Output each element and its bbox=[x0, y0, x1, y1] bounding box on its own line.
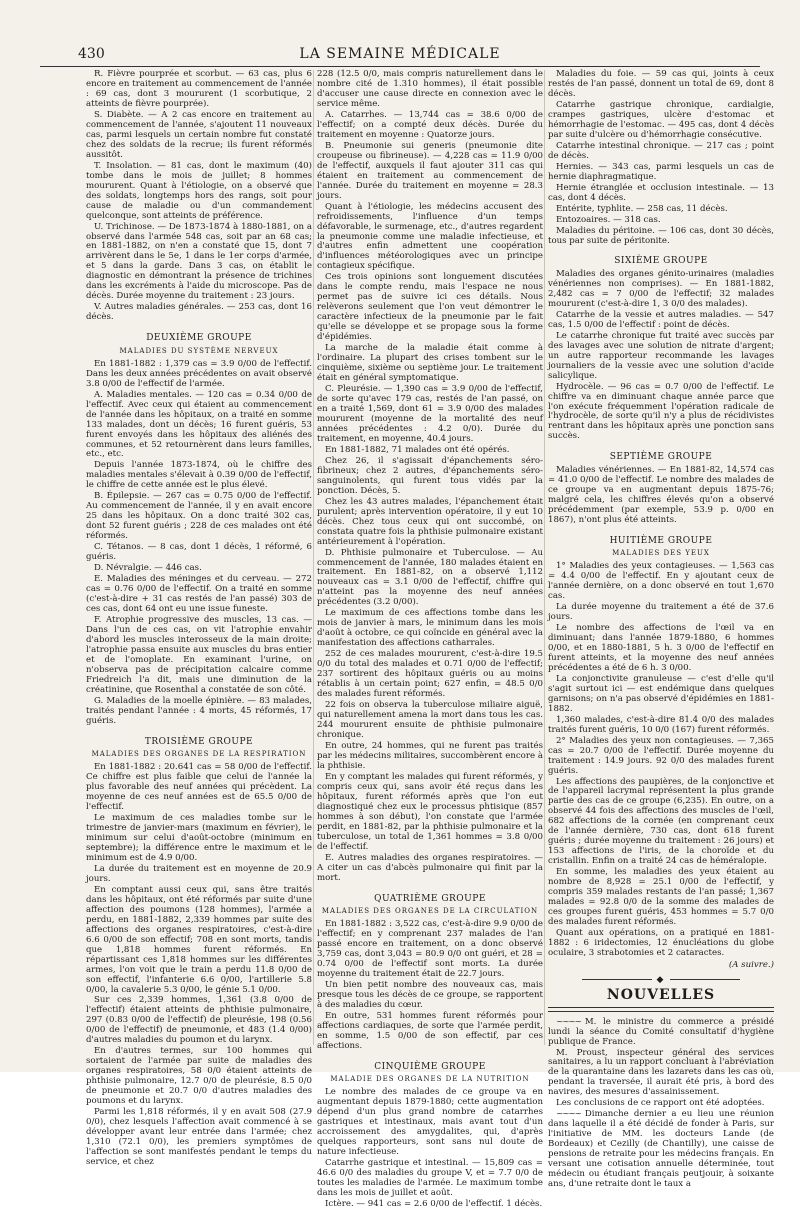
section-subheading: MALADIES DES YEUX bbox=[612, 549, 710, 558]
paragraph: En 1881-1882 : 20.641 cas = 58 0/00 de l'effectif. Ce chiffre est plus faible que celui de l'année la plus favorable des neuf années qui précèdent. La moyenne de ces neuf années est de 65.5 0/00 de l'effectif. bbox=[86, 762, 312, 813]
column-2 bbox=[317, 69, 543, 1209]
paragraph: Maladies du péritoine. — 106 cas, dont 30 décès, tous par suite de péritonite. bbox=[548, 225, 774, 246]
section-subheading: MALADIES DU SYSTÈME NERVEUX bbox=[119, 346, 279, 355]
paragraph: En d'autres termes, sur 100 hommes qui sortaient de l'armée par suite de maladies des organes respiratoires, 58 0/0 étaient atteints de phthisie pulmonaire, 12.7 0/0 de pleurésie, 8.5 0/0 de pneumonie et 20.7 0/0 d'autres maladies des poumons et du larynx. bbox=[86, 1046, 312, 1107]
news-paragraph: M. Proust, inspecteur général des services sanitaires, a lu un rapport concluant à l'abréviation de la quarantaine dans les lazarets dans les cas où, pendant la traversée, il aurait été pris, à bord des navires, des mesures d'assainissement. bbox=[548, 1047, 774, 1098]
news-text: Dimanche dernier a eu lieu une réunion dans laquelle il a été décidé de fonder à Paris, sur l'initiative de MM. les docteurs Lande (de Bordeaux) et Cezilly (de Chantilly), une caisse de pensions de retraite pour les médecins français. En versant une cotisation annuelle déterminée, tout médecin ou étudiant français peutjouir, à soixante ans, d'une retraite dont le taux a bbox=[548, 1109, 774, 1190]
paragraph: En comptant aussi ceux qui, sans être traités dans les hôpitaux, ont été réformés par suite d'une affection des poumons (128 hommes), l'armée a perdu, en 1881-1882, 2,339 hommes par suite des affections des organes respiratoires, c'est-à-dire 6.6 0/00 de son effectif; 708 en sont morts, tandis que 1,818 hommes furent réformés. En répartissant ces 1,818 hommes sur les différentes armes, l'on voit que le train a perdu 11.8 0/00 de son effectif, l'infanterie 6.6 0/00, l'artillerie 5.8 0/00, la cavalerie 5.3 0/00, le génie 5.1 0/00. bbox=[86, 884, 312, 995]
paragraph: Ictère. — 941 cas = 2.6 0/00 de l'effectif. 1 décès. bbox=[325, 1198, 543, 1209]
paragraph: 22 fois on observa la tuberculose miliaire aiguë, qui naturellement amena la mort dans tous les cas. 244 moururent ensuite de phthisie pulmonaire chronique. bbox=[317, 700, 543, 740]
paragraph: La marche de la maladie était comme à l'ordinaire. La plupart des crises tombent sur le cinquième, sixième ou septième jour. Le traitement était en général symptomatique. bbox=[317, 343, 543, 384]
header-rule bbox=[40, 66, 760, 67]
paragraph: Maladies des organes génito-urinaires (maladies vénériennes non comprises). — En 1881-1882, 2,482 cas = 7 0/00 de l'effectif; 32 malades moururent (c'est-à-dire 1, 3 0/0 des malades). bbox=[548, 268, 774, 309]
paragraph: Le nombre des affections de l'œil va en diminuant; dans l'année 1879-1880, 6 hommes 0/00, et en 1880-1881, 5 h. 3 0/00 de l'effectif en furent atteints, et la moyenne des neuf années précédentes a été de 6 h. 3 0/00. bbox=[548, 622, 774, 673]
news-item bbox=[548, 1018, 774, 1048]
section-subheading: MALADIES DES ORGANES DE LA RESPIRATION bbox=[91, 750, 307, 759]
paragraph: Entozoaires. — 318 cas. bbox=[556, 214, 661, 225]
paragraph: Hydrocèle. — 96 cas = 0.7 0/00 de l'effectif. Le chiffre va en diminuant chaque année parce que l'on exécute fréquemment l'opération radicale de l'hydrocèle, de sorte qu'il n'y a plus de récidivistes rentrant dans les hôpitaux après une ponction sans succès. bbox=[548, 381, 774, 442]
paragraph: Quant aux opérations, on a pratiqué en 1881-1882 : 6 iridectomies, 12 énucléations du globe oculaire, 3 strabotomies et 2 cataractes. bbox=[548, 928, 774, 958]
paragraph: Depuis l'année 1873-1874, où le chiffre des maladies mentales s'élevait à 0.39 0/00 de l'effectif, le chiffre de cette année est le plus élevé. bbox=[86, 460, 312, 491]
paragraph: Parmi les 1,818 réformés, il y en avait 508 (27.9 0/0), chez lesquels l'affection avait commencé à se développer avant leur entrée dans l'armée; chez 1,310 (72.1 0/0), les premiers symptômes de l'affection se sont manifestés pendant le temps du service, et chez bbox=[86, 1107, 312, 1167]
paragraph: En somme, les maladies des yeux étaient au nombre de 8,928 = 25.1 0/00 de l'effectif, y compris 359 malades restants de l'an passé; 1,367 malades = 92.8 0/0 de la somme des malades de ces groupes furent guéris, 453 hommes = 5.7 0/0 des malades furent réformés. bbox=[548, 867, 774, 928]
paragraph: En 1881-1882 : 3,522 cas, c'est-à-dire 9.9 0/00 de l'effectif; en y comprenant 237 malades de l'an passé encore en traitement, on a donc observé 3,759 cas, dont 3,043 = 80.9 0/0 ont guéri, et 28 = 0.74 0/00 de l'effectif sont morts. La durée moyenne du traitement était de 22.7 jours. bbox=[317, 919, 543, 979]
paragraph: C. Pleurésie. — 1,390 cas = 3.9 0/00 de l'effectif, de sorte qu'avec 179 cas, restés de l'an passé, on en a traité 1,569, dont 61 = 3.9 0/00 des malades moururent (moyenne de la mortalité des neuf années précédentes : 4.2 0/0). Durée du traitement, en moyenne, 40.4 jours. bbox=[317, 384, 543, 444]
section-heading: TROISIÈME GROUPE bbox=[144, 736, 254, 747]
paragraph: C. Tétanos. — 8 cas, dont 1 décès, 1 réformé, 6 guéris. bbox=[86, 542, 312, 563]
section-heading: QUATRIÈME GROUPE bbox=[374, 893, 486, 904]
paragraph: Le catarrhe chronique fut traité avec succès par des lavages avec une solution de nitrate d'argent; un autre rapporteur recommande les lavages journaliers de la vessie avec une solution d'acide salicylique. bbox=[548, 330, 774, 381]
paragraph: Les affections des paupières, de la conjonctive et de l'appareil lacrymal représentent la plus grande partie des cas de ce groupe (6,235). En outre, on a observé 44 fois des affections des muscles de l'œil, 682 affections de la cornée (en comprenant ceux de l'année dernière, 730 cas, dont 618 furent guéris ; durée moyenne du traitement : 26 jours) et 153 affections de l'iris, de la choroïde et du cristallin. Enfin on a traité 24 cas de héméralopie. bbox=[548, 776, 774, 867]
paragraph: D. Névralgie. — 446 cas. bbox=[94, 563, 202, 574]
ornament-divider: ◆ bbox=[548, 975, 774, 985]
paragraph: E. Autres maladies des organes respiratoires. — A citer un cas d'abcès pulmonaire qui finit par la mort. bbox=[317, 852, 543, 883]
paragraph: 1° Maladies des yeux contagieuses. — 1,563 cas = 4.4 0/00 de l'effectif. En y ajoutant ceux de l'année dernière, on a donc observé en tout 1,670 cas. bbox=[548, 561, 774, 602]
paragraph: Hernies. — 343 cas, parmi lesquels un cas de hernie diaphragmatique. bbox=[548, 161, 774, 182]
news-item bbox=[548, 1110, 774, 1190]
paragraph: La durée du traitement est en moyenne de 20.9 jours. bbox=[86, 863, 312, 884]
paragraph: Le maximum de ces maladies tombe sur le trimestre de janvier-mars (maximum en février), le minimum sur celui d'août-octobre (minimum en septembre); la différence entre le maximum et le minimum est de 4.9 0/00. bbox=[86, 813, 312, 863]
paragraph: Catarrhe intestinal chronique. — 217 cas ; point de décès. bbox=[548, 140, 774, 161]
paragraph: S. Diabète. — A 2 cas encore en traitement au commencement de l'année, s'ajoutent 11 nouveaux cas, parmi lesquels un certain nombre fut constaté chez des soldats de la recrue; ils furent réformés aussitôt. bbox=[86, 109, 312, 160]
section-heading: CINQUIÈME GROUPE bbox=[374, 1061, 486, 1072]
journal-title: LA SEMAINE MÉDICALE bbox=[299, 46, 501, 62]
news-paragraph: Les conclusions de ce rapport ont été adoptées. bbox=[556, 1098, 765, 1109]
paragraph: Maladies vénériennes. — En 1881-82, 14,574 cas = 41.0 0/00 de l'effectif. Le nombre des malades de ce groupe va en augmentant depuis 1875-76; malgré cela, les chiffres élevés qu'on a observé précédemment (par exemple, 53.9 p. 0/00 en 1867), n'ont plus été atteints. bbox=[548, 464, 774, 525]
news-mark: ~~~~ bbox=[556, 1109, 581, 1120]
paragraph: La durée moyenne du traitement a été de 37.6 jours. bbox=[548, 602, 774, 623]
paragraph: Ces trois opinions sont longuement discutées dans le compte rendu, mais l'espace ne nous permet pas de suivre ici ces détails. Nous relèverons seulement que l'on veut démontrer le caractère infectieux de la pneumonie par le fait qu'elle se développe et se propage sous la forme d'épidémies. bbox=[317, 272, 543, 343]
double-rule bbox=[548, 1007, 774, 1012]
paragraph: 228 (12.5 0/0, mais compris naturellement dans le nombre cité de 1.310 hommes), il était possible d'accuser une cause directe en connexion avec le service même. bbox=[317, 69, 543, 109]
section-subheading: MALADIES DES ORGANES DE LA CIRCULATION bbox=[321, 906, 539, 915]
paragraph: R. Fièvre pourprée et scorbut. — 63 cas, plus 6 encore en traitement au commencement de l'année : 69 cas, dont 3 moururent (1 scorbutique, 2 atteints de fièvre pourprée). bbox=[86, 69, 312, 109]
paragraph: En 1881-1882, 71 malades ont été opérés. bbox=[325, 444, 510, 455]
page-header bbox=[40, 46, 760, 66]
paragraph: 1,360 malades, c'est-à-dire 81.4 0/0 des malades traités furent guéris, 10 0/0 (167) furent réformés. bbox=[548, 714, 774, 735]
section-subheading: MALADIE DES ORGANES DE LA NUTRITION bbox=[330, 1075, 530, 1084]
paragraph: En outre, 531 hommes furent réformés pour affections cardiaques, de sorte que l'armée perdit, en somme, 1.5 0/00 de son effectif, par ces affections. bbox=[317, 1010, 543, 1051]
paragraph: Hernie étranglée et occlusion intestinale. — 13 cas, dont 4 décès. bbox=[548, 182, 774, 203]
paragraph: Quant à l'étiologie, les médecins accusent des refroidissements, l'influence d'un temps défavorable, le surmenage, etc., d'autres regardent la pneumonie comme une maladie infectieuse, et d'autres enfin admettent une coopération d'influences météorologiques avec un principe contagieux spécifique. bbox=[317, 201, 543, 272]
paragraph: T. Insolation. — 81 cas, dont le maximum (40) tombe dans le mois de juillet; 8 hommes moururent. Quant à l'étiologie, on a observé que des soldats, longtemps hors des rangs, soit pour cause de maladie ou d'un commandement quelconque, sont atteints de préférence. bbox=[86, 160, 312, 221]
news-heading: NOUVELLES bbox=[606, 987, 716, 1004]
paragraph: En 1881-1882 : 1,379 cas = 3.9 0/00 de l'effectif. Dans les deux années précédentes on avait observé 3.8 0/00 de l'effectif de l'armée. bbox=[86, 358, 312, 389]
paragraph: F. Atrophie progressive des muscles, 13 cas. — Dans l'un de ces cas, on vit l'atrophie envahir d'abord les muscles interosseux de la main droite; l'atrophie passa ensuite aux muscles du bras entier et de l'omoplate. En examinant l'urine, on n'observa pas de précipitation calcaire comme Friedreich l'a dit, mais une diminution de la créatinine, que Rosenthal a constatée de son côté. bbox=[86, 614, 312, 695]
paragraph: 2° Maladies des yeux non contagieuses. — 7,365 cas = 20.7 0/00 de l'effectif. Durée moyenne du traitement : 14.9 jours. 92 0/0 des malades furent guéris. bbox=[548, 735, 774, 776]
news-text: M. le ministre du commerce a présidé lundi la séance du Comité consultatif d'hygiène publique de France. bbox=[548, 1016, 774, 1047]
paragraph: Chez les 43 autres malades, l'épanchement était purulent; après intervention opératoire, il y eut 10 décès. Chez tous ceux qui ont succombé, on constata quatre fois la phthisie pulmonaire existant antérieurement à l'opération. bbox=[317, 496, 543, 547]
paragraph: D. Phthisie pulmonaire et Tuberculose. — Au commencement de l'année, 180 malades étaient en traitement. En 1881-82, on a observé 1,112 nouveaux cas = 3.1 0/00 de l'effectif, chiffre qui n'atteint pas la moyenne des neuf années précédentes (3.2 0/00). bbox=[317, 547, 543, 608]
paragraph: La conjonctivite granuleuse — c'est d'elle qu'il s'agit surtout ici — est endémique dans quelques garnisons; on n'a pas observé d'épidémies en 1881-1882. bbox=[548, 673, 774, 714]
paragraph: Le maximum de ces affections tombe dans les mois de janvier à mars, le minimum dans les mois d'août à octobre, ce qui coïncide en général avec la manifestation des affections catharrales. bbox=[317, 608, 543, 649]
paragraph: Catarrhe de la vessie et autres maladies. — 547 cas, 1.5 0/00 de l'effectif : point de décès. bbox=[548, 309, 774, 330]
column-divider bbox=[544, 70, 545, 1045]
paragraph: 252 de ces malades moururent, c'est-à-dire 19.5 0/0 du total des malades et 0.71 0/00 de l'effectif; 237 sortirent des hôpitaux guéris ou au moins rétablis à un certain point; 627 enfin, = 48.5 0/0 des malades furent réformés. bbox=[317, 649, 543, 700]
paragraph: U. Trichinose. — De 1873-1874 à 1880-1881, on a observé dans l'armée 548 cas, soit par an 68 cas; en 1881-1882, on n'en a constaté que 15, dont 7 arrivèrent dans le 5e, 1 dans le 1er corps d'armée, et 5 dans la garde. Dans 3 cas, on établit le diagnostic en démontrant la présence de trichines dans les excréments à l'aide du microscope. Pas de décès. Durée moyenne du traitement : 23 jours. bbox=[86, 221, 312, 302]
paragraph: Chez 26, il s'agissait d'épanchements séro-fibrineux; chez 2 autres, d'épanchements séro-sanguinolents, qui furent tous vidés par la ponction. Décès, 5. bbox=[317, 455, 543, 496]
continuation-note: (A suivre.) bbox=[728, 959, 774, 970]
page-number: 430 bbox=[78, 46, 105, 62]
section-heading: HUITIÈME GROUPE bbox=[609, 535, 713, 546]
paragraph: G. Maladies de la moelle épinière. — 83 malades, traités pendant l'année : 4 morts, 45 réformés, 17 guéris. bbox=[86, 695, 312, 726]
section-heading: DEUXIÈME GROUPE bbox=[146, 333, 252, 344]
paragraph: Un bien petit nombre des nouveaux cas, mais presque tous les décès de ce groupe, se rapportent à des maladies du cœur. bbox=[317, 979, 543, 1010]
news-mark: ~~~~ bbox=[556, 1016, 581, 1027]
column-divider bbox=[313, 70, 314, 1045]
paragraph: E. Maladies des méninges et du cerveau. — 272 cas = 0.76 0/00 de l'effectif. On a traité en somme (c'est-à-dire + 31 cas restés de l'an passé) 303 de ces cas, dont 64 ont eu une issue funeste. bbox=[86, 574, 312, 615]
section-heading: SEPTIÈME GROUPE bbox=[609, 452, 713, 463]
paragraph: Maladies du foie. — 59 cas qui, joints à ceux restés de l'an passé, donnent un total de 69, dont 8 décès. bbox=[548, 69, 774, 99]
paragraph: Entérite, typhlite. — 258 cas, 11 décès. bbox=[556, 203, 728, 214]
paragraph: Catarrhe gastrique chronique, cardialgie, crampes gastriques, ulcère d'estomac et hémorrhagie de l'estomac. — 495 cas, dont 4 décès par suite d'ulcère ou d'hémorrhagie consécutive. bbox=[548, 99, 774, 140]
paragraph: Le nombre des malades de ce groupe va en augmentant depuis 1879-1880; cette augmentation dépend d'un plus grand nombre de catarrhes gastriques et intestinaux, mais avant tout d'un accroissement des amygdalites, qui, d'après quelques rapporteurs, sont sans nul doute de nature infectieuse. bbox=[317, 1087, 543, 1157]
paragraph: Sur ces 2,339 hommes, 1,361 (3.8 0/00 de l'effectif) étaient atteints de phthisie pulmonaire, 297 (0.83 0/00 de l'effectif) de pleurésie, 198 (0.56 0/00 de l'effectif) de pneumonie, et 483 (1.4 0/00) d'autres maladies du poumon et du larynx. bbox=[86, 995, 312, 1046]
paragraph: Catarrhe gastrique et intestinal. — 15,809 cas = 46.6 0/0 des maladies du groupe V, et = 7.7 0/0 de toutes les maladies de l'armée. Le maximum tombe dans les mois de juillet et août. bbox=[317, 1157, 543, 1198]
paragraph: A. Maladies mentales. — 120 cas = 0.34 0/00 de l'effectif. Avec ceux qui étaient au commencement de l'année dans les hôpitaux, on a traité en somme 133 malades, dont un décès; 16 furent guéris, 53 furent envoyés dans les hôpitaux des aliénés des communes, et 52 retournèrent dans leurs familles, etc., etc. bbox=[86, 389, 312, 460]
paragraph: B. Épilepsie. — 267 cas = 0.75 0/00 de l'effectif. Au commencement de l'année, il y en avait encore 25 dans les hôpitaux. On a donc traité 302 cas, dont 52 furent guéris ; 228 de ces malades ont été réformés. bbox=[86, 491, 312, 542]
column-3 bbox=[548, 69, 774, 1190]
section-heading: SIXIÈME GROUPE bbox=[614, 256, 708, 267]
column-1 bbox=[86, 69, 312, 1167]
paragraph: V. Autres maladies générales. — 253 cas, dont 16 décès. bbox=[86, 302, 312, 323]
paragraph: B. Pneumonie sui generis (pneumonie dite croupeuse ou fibrineuse). — 4,228 cas = 11.9 0/00 de l'effectif, auxquels il faut ajouter 311 cas qui étaient en traitement au commencement de l'année. Durée du traitement en moyenne = 28.3 jours. bbox=[317, 140, 543, 201]
paragraph: En outre, 24 hommes, qui ne furent pas traités par les médecins militaires, succombèrent encore à la phthisie. bbox=[317, 740, 543, 771]
paragraph: En y comptant les malades qui furent réformés, y compris ceux qui, sans avoir été reçus dans les hôpitaux, furent réformés après que l'on eut diagnostiqué chez eux le processus phtisique (857 hommes à son début), l'on constate que l'armée perdit, en 1881-82, par la phthisie pulmonaire et la tuberculose, un total de 1,361 hommes = 3.8 0/00 de l'effectif. bbox=[317, 771, 543, 852]
paragraph: A. Catarrhes. — 13,744 cas = 38.6 0/00 de l'effectif; on a compté deux décès. Durée du traitement en moyenne : Quatorze jours. bbox=[317, 109, 543, 140]
